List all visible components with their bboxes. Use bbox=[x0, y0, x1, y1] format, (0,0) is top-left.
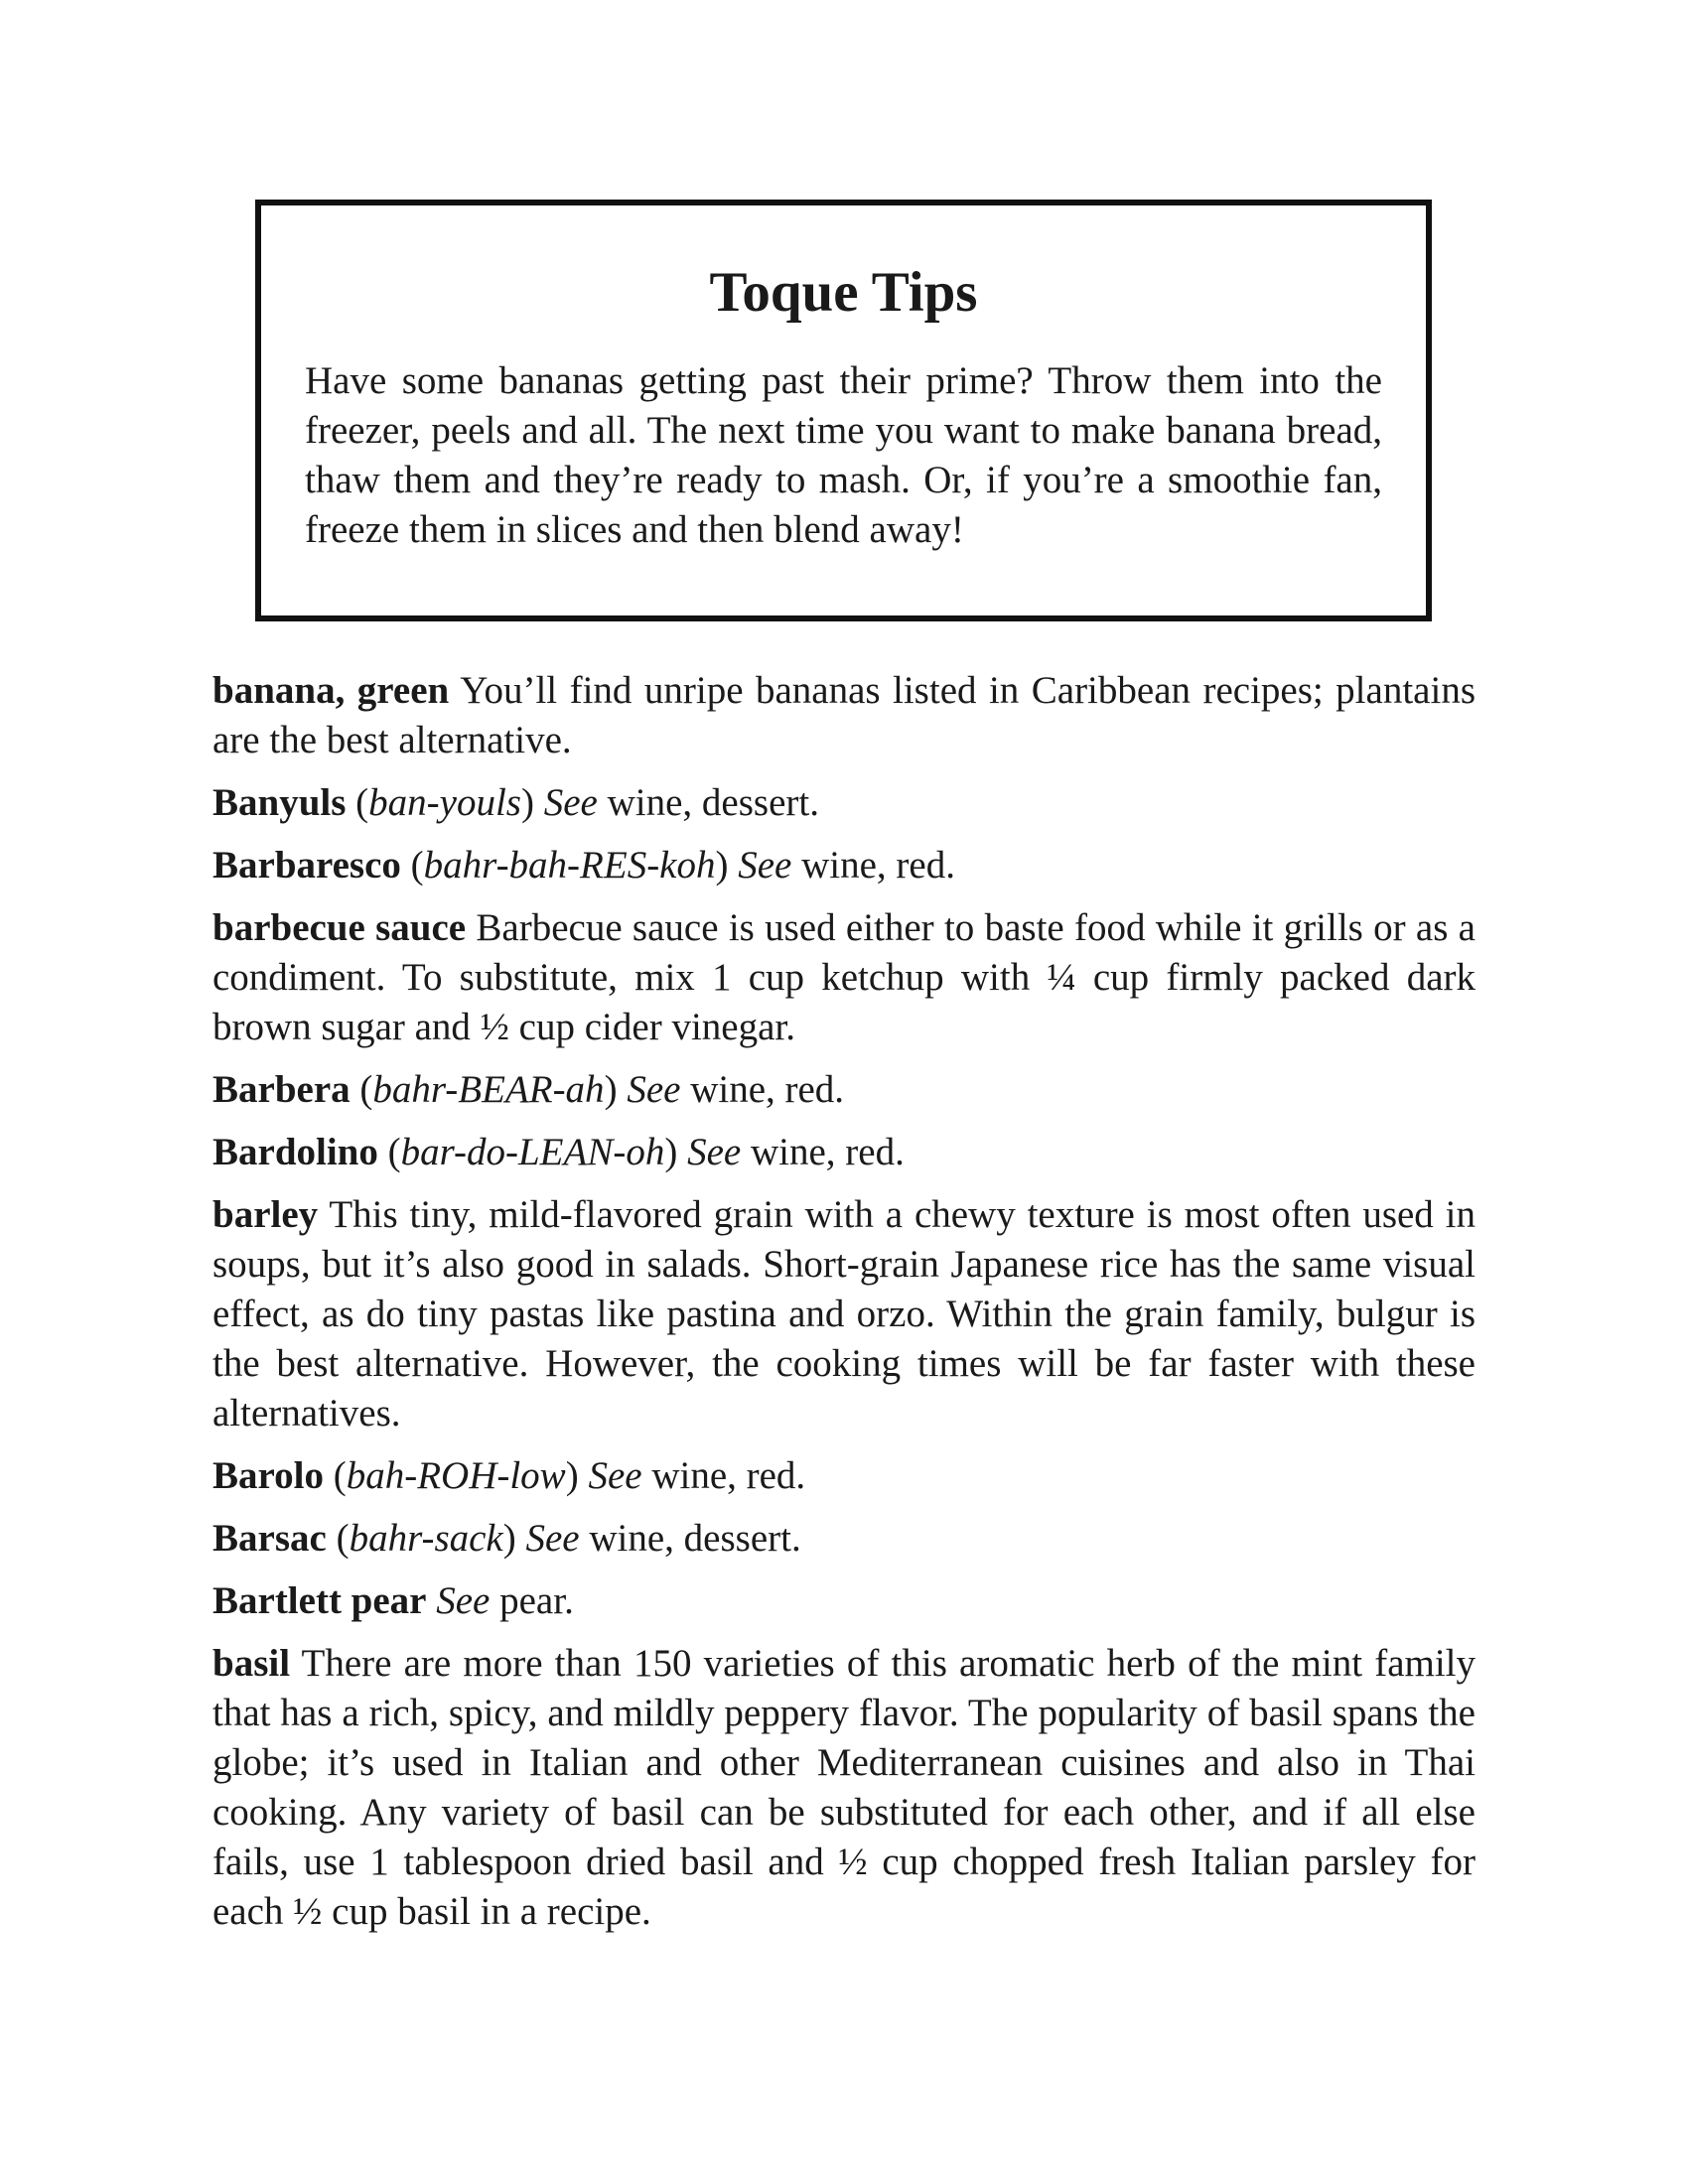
glossary-entries bbox=[212, 666, 1476, 1950]
entry-pronunciation: ban-youls bbox=[368, 781, 521, 824]
glossary-entry-barley bbox=[212, 1190, 1476, 1438]
entry-reference: wine, red. bbox=[651, 1454, 806, 1497]
entry-see: See bbox=[436, 1579, 491, 1622]
entry-term: Barolo bbox=[212, 1454, 324, 1497]
entry-term: banana, green bbox=[212, 669, 450, 712]
entry-reference: wine, red. bbox=[750, 1131, 905, 1173]
entry-see: See bbox=[588, 1454, 642, 1497]
glossary-entry-barolo: Barolo (bah-ROH-low) See wine, red. bbox=[212, 1454, 806, 1497]
entry-term: Banyuls bbox=[212, 781, 347, 824]
entry-reference: wine, red. bbox=[801, 844, 955, 887]
entry-text: This tiny, mild-flavored grain with a chewy texture is most often used in soups, but it’s also good in salads. Short-grain Japanese rice has the same visual effect, as do tiny pastas like pastina and orzo. Within the grain family, bulgur is the best alternative. However, the cooking times will be far faster with these alternatives. bbox=[212, 1193, 1477, 1434]
entry-pronunciation: bahr-BEAR-ah bbox=[372, 1068, 605, 1111]
entry-term: Barbera bbox=[212, 1068, 351, 1111]
entry-term: barley bbox=[212, 1193, 319, 1236]
toque-tips-title: Toque Tips bbox=[709, 261, 978, 324]
entry-see: See bbox=[687, 1131, 742, 1173]
entry-term: Bardolino bbox=[212, 1131, 378, 1173]
entry-reference: wine, red. bbox=[690, 1068, 845, 1111]
entry-reference: wine, dessert. bbox=[589, 1517, 801, 1560]
entry-text: Barbecue sauce is used either to baste food while it grills or as a condiment. To substitute, mix 1 cup ketchup with ¼ cup firmly packed dark brown sugar and ½ cup cider vinegar. bbox=[212, 906, 1476, 1048]
entry-reference: wine, dessert. bbox=[607, 781, 819, 824]
entry-term: barbecue sauce bbox=[212, 906, 467, 949]
glossary-entry-barbaresco: Barbaresco (bahr-bah-RES-koh) See wine, red. bbox=[212, 844, 955, 887]
entry-see: See bbox=[525, 1517, 580, 1560]
entry-pronunciation: bar-do-LEAN-oh bbox=[400, 1131, 665, 1173]
entry-see: See bbox=[738, 844, 792, 887]
glossary-entry-banyuls: Banyuls (ban-youls) See wine, dessert. bbox=[212, 781, 819, 824]
entry-pronunciation: bah-ROH-low bbox=[346, 1454, 566, 1497]
entry-pronunciation: bahr-bah-RES-koh bbox=[423, 844, 716, 887]
glossary-entry-barbera: Barbera (bahr-BEAR-ah) See wine, red. bbox=[212, 1068, 845, 1111]
entry-term: Barsac bbox=[212, 1517, 327, 1560]
entry-term: Bartlett pear bbox=[212, 1579, 427, 1622]
entry-pronunciation: bahr-sack bbox=[349, 1517, 503, 1560]
glossary-entry-banana-green bbox=[212, 666, 1476, 765]
entry-term: basil bbox=[212, 1642, 291, 1685]
glossary-entry-bardolino: Bardolino (bar-do-LEAN-oh) See wine, red. bbox=[212, 1131, 905, 1173]
entry-term: Barbaresco bbox=[212, 844, 401, 887]
entry-see: See bbox=[627, 1068, 681, 1111]
glossary-entry-basil bbox=[212, 1639, 1476, 1937]
glossary-entry-bartlett-pear bbox=[212, 1576, 1476, 1626]
entry-see: See bbox=[543, 781, 598, 824]
glossary-entry-barsac: Barsac (bahr-sack) See wine, dessert. bbox=[212, 1517, 801, 1560]
entry-text: You’ll find unripe bananas listed in Caribbean recipes; plantains are the best alternative. bbox=[212, 669, 1476, 761]
entry-text: There are more than 150 varieties of this aromatic herb of the mint family that has a rich, spicy, and mildly peppery flavor. The popularity of basil spans the globe; it’s used in Italian and other Mediterranean cuisines and also in Thai cooking. Any variety of basil can be substituted for each other, and if all else fails, use 1 tablespoon dried basil and ½ cup chopped fresh Italian parsley for each ½ cup basil in a recipe. bbox=[212, 1642, 1477, 1933]
entry-reference: pear. bbox=[499, 1579, 574, 1622]
toque-tips-box bbox=[255, 200, 1432, 621]
toque-tips-body: Have some bananas getting past their prime? Throw them into the freezer, peels and all. The next time you want to make banana bread, thaw them and they’re ready to mash. Or, if you’re a smoothie fan, freeze them in slices and then blend away! bbox=[305, 359, 1382, 551]
glossary-entry-barbecue-sauce bbox=[212, 903, 1476, 1052]
